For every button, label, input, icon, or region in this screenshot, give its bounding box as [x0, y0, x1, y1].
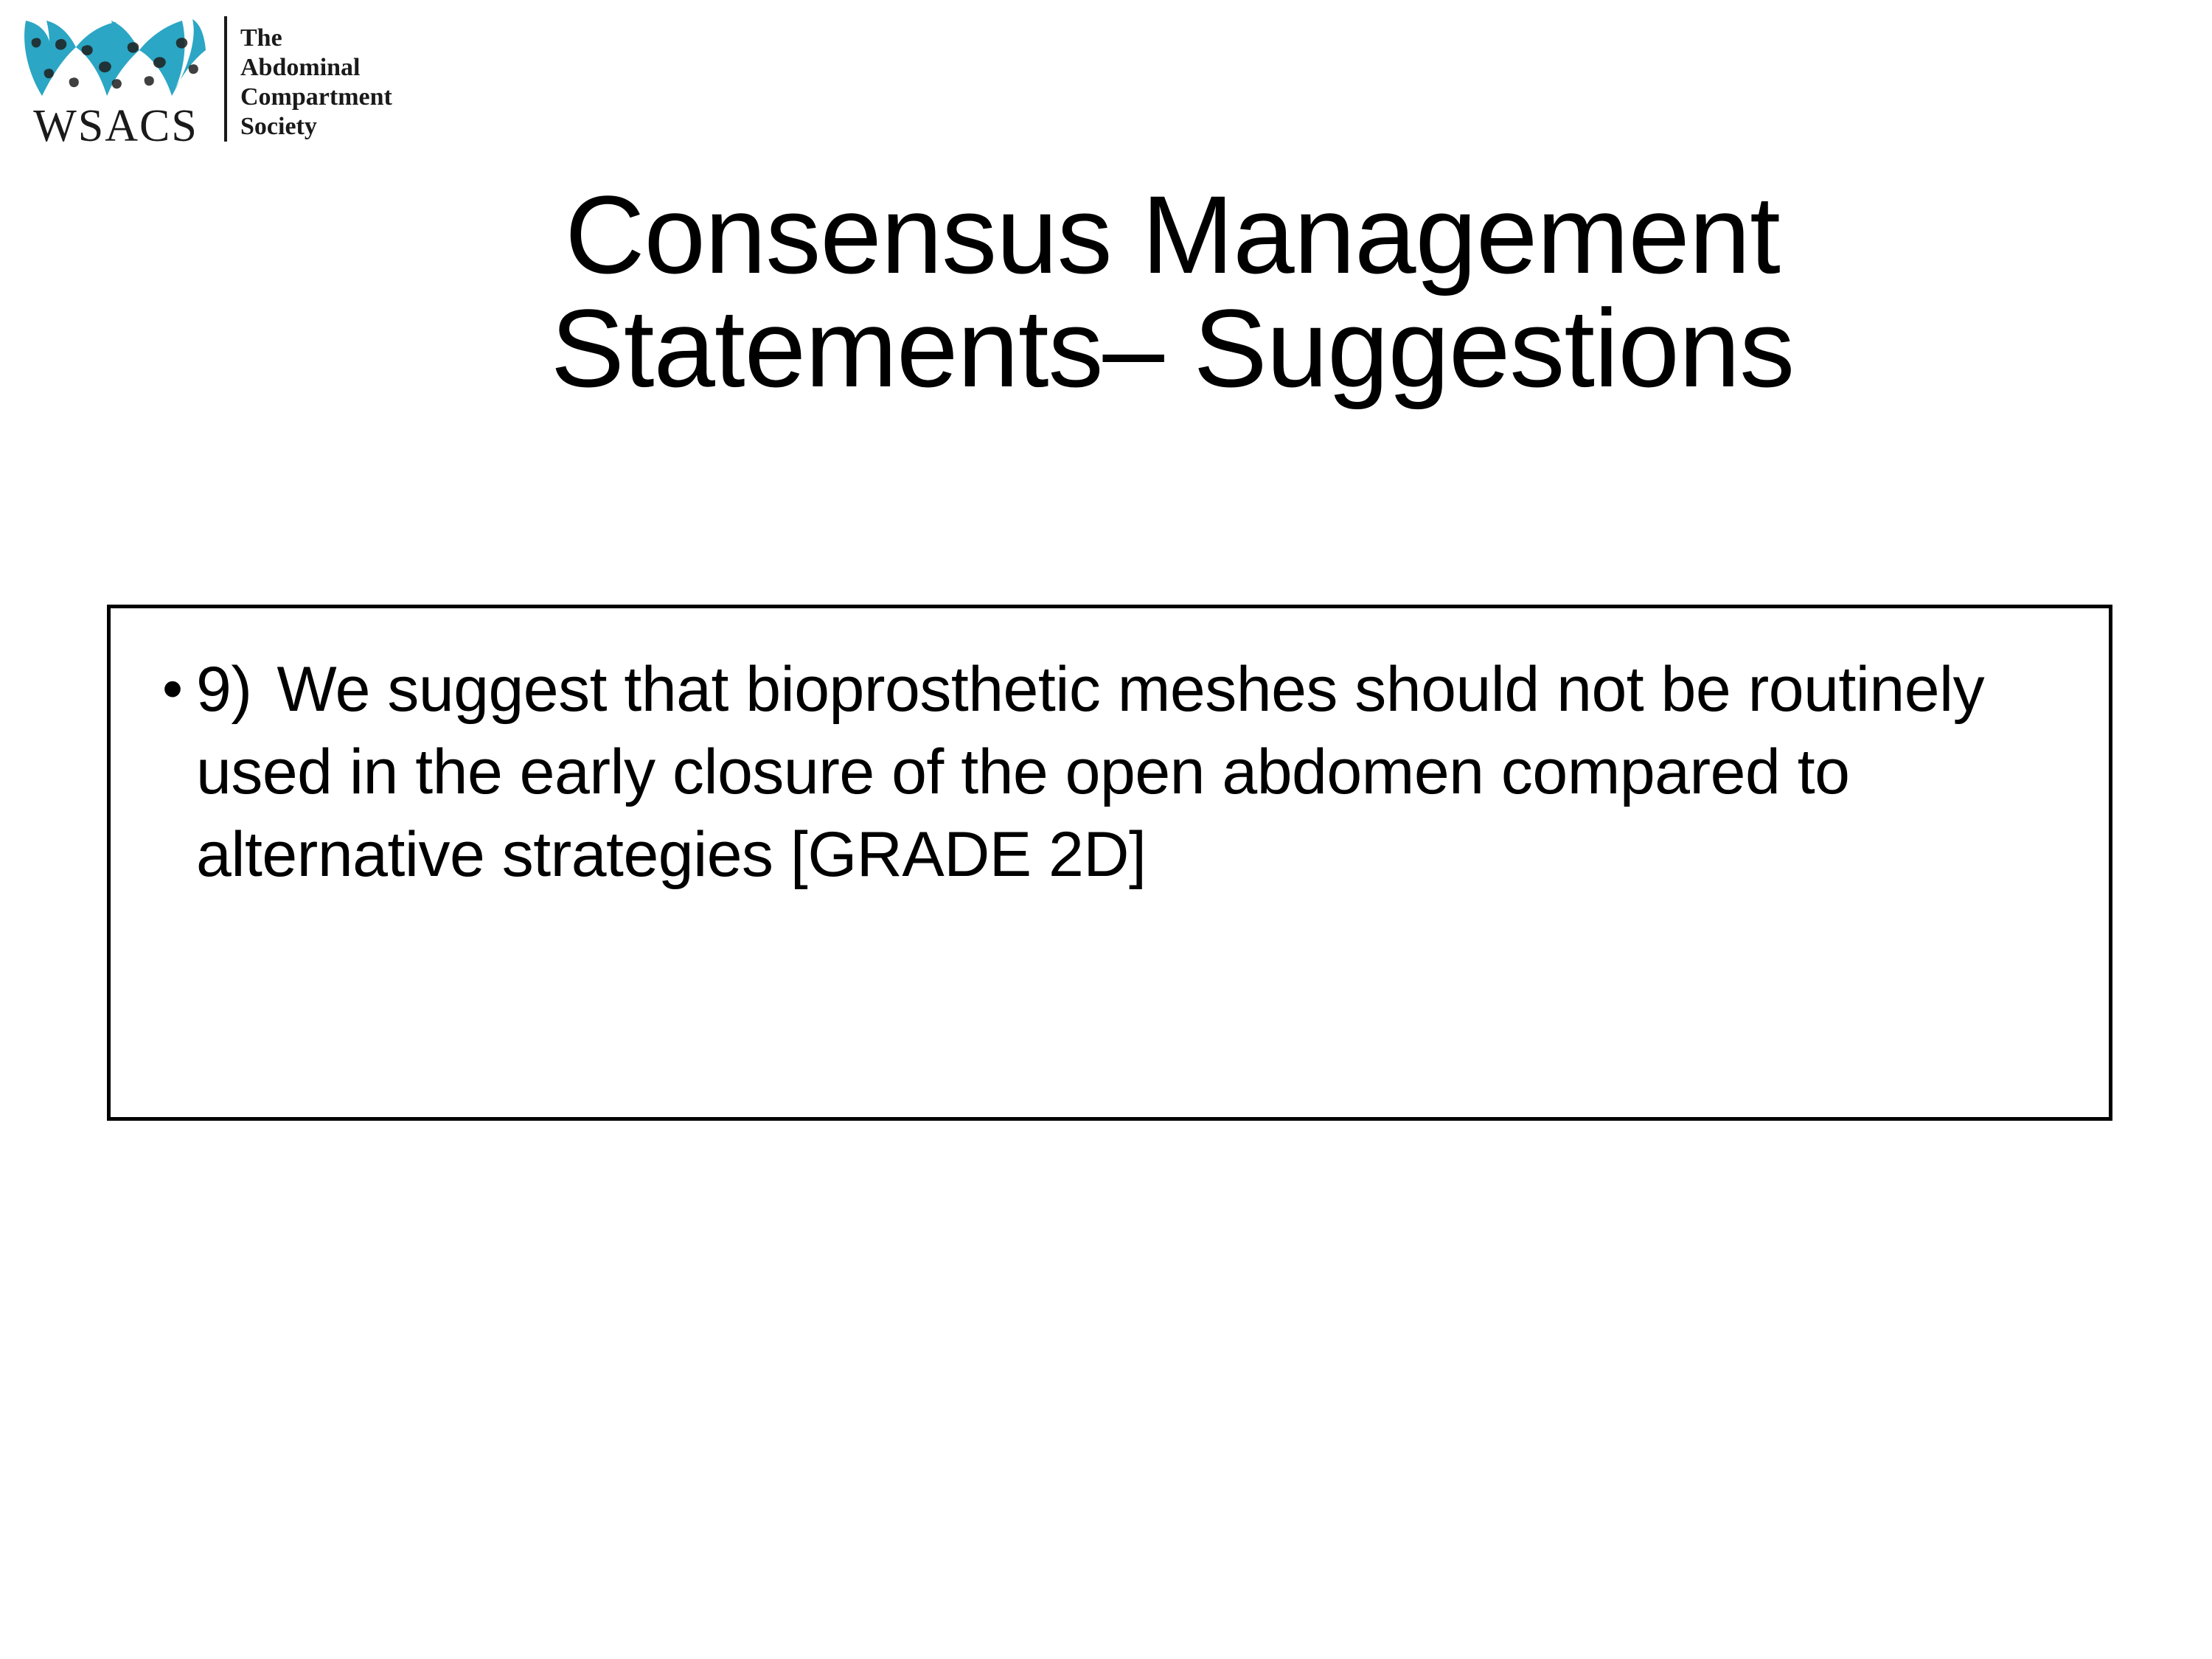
- logo-org-line-4: Society: [240, 113, 317, 141]
- page-title: [317, 172, 2028, 410]
- bullet-icon: •: [162, 655, 184, 721]
- page-title-line-2: Statements– Suggestions: [550, 286, 1795, 410]
- list-item: [111, 608, 2109, 896]
- logo-org-line-3: Compartment: [240, 83, 392, 111]
- logo-mark: [16, 13, 215, 149]
- logo-divider: [224, 16, 227, 142]
- logo-org-line-1: The: [240, 24, 282, 52]
- statement-text: We suggest that bioprosthetic meshes should not be routinely used in the early closure of the open abdomen compared to alternative strategies [GRADE 2D]: [196, 654, 1985, 890]
- wsacs-logo: [16, 13, 392, 149]
- logo-wordmark: WSACS: [33, 101, 198, 151]
- logo-org-line-2: Abdominal: [240, 54, 361, 82]
- page-title-line-1: Consensus Management: [565, 172, 1780, 296]
- statement-number: 9): [196, 654, 252, 725]
- statement-box: [107, 605, 2112, 1121]
- statement-text-wrapper: [196, 649, 2079, 896]
- logo-org-name: [240, 13, 392, 142]
- globe-icon: [20, 13, 212, 102]
